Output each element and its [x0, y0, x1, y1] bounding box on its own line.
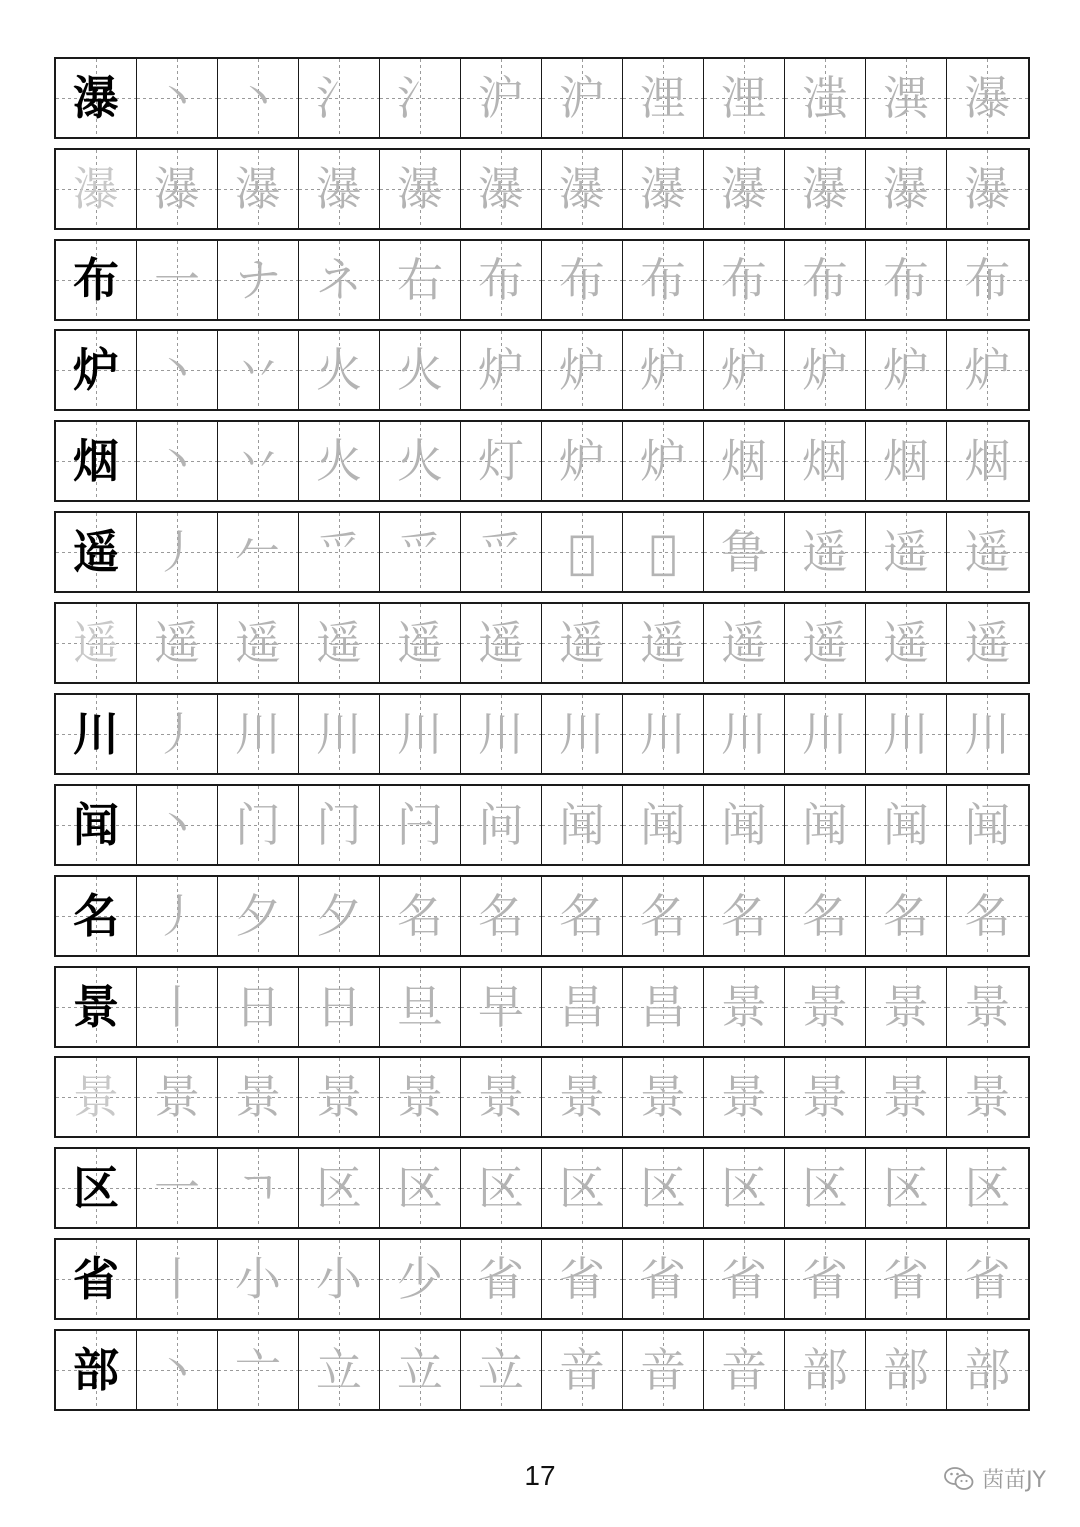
stroke-step-cell: 景 [461, 1058, 542, 1136]
practice-row [54, 420, 1030, 502]
stroke-step-cell: 名 [380, 877, 461, 955]
stroke-step-cell: 省 [461, 1240, 542, 1318]
stroke-step-cell: 丶 [137, 59, 218, 137]
practice-row [54, 239, 1030, 321]
stroke-step-cell: 爫 [299, 513, 380, 591]
stroke-step-cell: 丨 [137, 968, 218, 1046]
stroke-step-cell: 炉 [947, 331, 1028, 409]
stroke-step-cell: 立 [380, 1331, 461, 1409]
stroke-step-cell: 景 [866, 968, 947, 1046]
stroke-step-cell: 烟 [866, 422, 947, 500]
stroke-step-cell: 遥 [137, 604, 218, 682]
stroke-step-cell: 区 [785, 1149, 866, 1227]
stroke-step-cell: 瀑 [299, 150, 380, 228]
stroke-step-cell: 右 [380, 241, 461, 319]
stroke-step-cell: 川 [380, 695, 461, 773]
stroke-step-cell: 川 [218, 695, 299, 773]
stroke-step-cell: 音 [704, 1331, 785, 1409]
practice-row [54, 1147, 1030, 1229]
stroke-step-cell: 沪 [461, 59, 542, 137]
stroke-step-cell: 立 [461, 1331, 542, 1409]
stroke-step-cell: 爫 [380, 513, 461, 591]
stroke-step-cell: 省 [866, 1240, 947, 1318]
stroke-step-cell: 丶 [137, 786, 218, 864]
stroke-step-cell: 部 [866, 1331, 947, 1409]
stroke-step-cell: 音 [542, 1331, 623, 1409]
stroke-step-cell: 瀑 [542, 150, 623, 228]
stroke-step-cell: 遥 [785, 604, 866, 682]
stroke-step-cell: 景 [137, 1058, 218, 1136]
stroke-step-cell: 𤓰 [623, 513, 704, 591]
practice-row [54, 511, 1030, 593]
stroke-step-cell: 门 [299, 786, 380, 864]
stroke-step-cell: 布 [704, 241, 785, 319]
stroke-step-cell: 一 [137, 1149, 218, 1227]
stroke-step-cell: 川 [461, 695, 542, 773]
stroke-step-cell: 景 [704, 1058, 785, 1136]
stroke-step-cell: 川 [947, 695, 1028, 773]
stroke-step-cell: 景 [704, 968, 785, 1046]
stroke-step-cell: 音 [623, 1331, 704, 1409]
practice-row [54, 1056, 1030, 1138]
stroke-step-cell: 名 [461, 877, 542, 955]
stroke-step-cell: 浬 [704, 59, 785, 137]
stroke-step-cell: 丶 [137, 1331, 218, 1409]
model-character: 景 [56, 968, 137, 1046]
practice-row [54, 693, 1030, 775]
practice-row [54, 966, 1030, 1048]
trace-character: 景 [56, 1058, 137, 1136]
stroke-step-cell: 丨 [137, 1240, 218, 1318]
model-character: 瀑 [56, 59, 137, 137]
stroke-step-cell: 瀑 [218, 150, 299, 228]
stroke-step-cell: 川 [542, 695, 623, 773]
stroke-step-cell: 丷 [218, 331, 299, 409]
stroke-step-cell: 景 [380, 1058, 461, 1136]
practice-row [54, 329, 1030, 411]
stroke-step-cell: 爫 [461, 513, 542, 591]
stroke-step-cell: 瀑 [137, 150, 218, 228]
stroke-step-cell: 昌 [623, 968, 704, 1046]
watermark [944, 1463, 1046, 1494]
model-character: 部 [56, 1331, 137, 1409]
stroke-step-cell: 丷 [218, 422, 299, 500]
stroke-step-cell: 遥 [947, 513, 1028, 591]
stroke-step-cell: 丿 [137, 695, 218, 773]
stroke-step-cell: 区 [542, 1149, 623, 1227]
stroke-step-cell: 遥 [704, 604, 785, 682]
stroke-step-cell: 闻 [866, 786, 947, 864]
stroke-step-cell: 瀑 [785, 150, 866, 228]
model-character: 闻 [56, 786, 137, 864]
stroke-step-cell: 问 [461, 786, 542, 864]
stroke-step-cell: 区 [299, 1149, 380, 1227]
stroke-step-cell: 昌 [542, 968, 623, 1046]
stroke-step-cell: ㄱ [218, 1149, 299, 1227]
stroke-step-cell: 瀑 [866, 150, 947, 228]
stroke-step-cell: 遥 [866, 513, 947, 591]
stroke-step-cell: 烟 [704, 422, 785, 500]
stroke-step-cell: 丿 [137, 513, 218, 591]
model-character: 名 [56, 877, 137, 955]
stroke-step-cell: 川 [299, 695, 380, 773]
stroke-step-cell: 区 [866, 1149, 947, 1227]
stroke-step-cell: 区 [623, 1149, 704, 1227]
stroke-step-cell: 炉 [866, 331, 947, 409]
stroke-step-cell: 丿 [137, 877, 218, 955]
stroke-step-cell: 区 [947, 1149, 1028, 1227]
stroke-step-cell: 炉 [542, 422, 623, 500]
stroke-step-cell: 名 [623, 877, 704, 955]
stroke-step-cell: 闻 [947, 786, 1028, 864]
practice-row [54, 875, 1030, 957]
stroke-step-cell: 闩 [380, 786, 461, 864]
trace-character: 遥 [56, 604, 137, 682]
stroke-step-cell: 𠂉 [218, 513, 299, 591]
stroke-step-cell: 炉 [704, 331, 785, 409]
practice-row [54, 1238, 1030, 1320]
stroke-step-cell: 闻 [704, 786, 785, 864]
watermark-text: 茵苗JY [982, 1468, 1046, 1493]
stroke-step-cell: 布 [461, 241, 542, 319]
stroke-step-cell: 景 [623, 1058, 704, 1136]
stroke-step-cell: 潩 [866, 59, 947, 137]
stroke-step-cell: 景 [947, 1058, 1028, 1136]
model-character: 烟 [56, 422, 137, 500]
stroke-step-cell: 丶 [137, 422, 218, 500]
stroke-step-cell: 布 [866, 241, 947, 319]
stroke-step-cell: 火 [380, 422, 461, 500]
stroke-step-cell: 川 [785, 695, 866, 773]
stroke-step-cell: 省 [947, 1240, 1028, 1318]
stroke-step-cell: 川 [704, 695, 785, 773]
practice-row [54, 148, 1030, 230]
stroke-step-cell: 日 [299, 968, 380, 1046]
stroke-step-cell: 亠 [218, 1331, 299, 1409]
stroke-step-cell: 浬 [623, 59, 704, 137]
stroke-step-cell: 遥 [623, 604, 704, 682]
stroke-step-cell: 少 [380, 1240, 461, 1318]
stroke-step-cell: 省 [542, 1240, 623, 1318]
page-number: 17 [524, 1460, 556, 1491]
stroke-step-cell: 丶 [218, 59, 299, 137]
stroke-step-cell: 川 [866, 695, 947, 773]
stroke-step-cell: 瀑 [947, 150, 1028, 228]
stroke-step-cell: ネ [299, 241, 380, 319]
stroke-step-cell: 滍 [785, 59, 866, 137]
stroke-step-cell: 省 [785, 1240, 866, 1318]
stroke-step-cell: 火 [299, 331, 380, 409]
stroke-step-cell: 一 [137, 241, 218, 319]
stroke-step-cell: 部 [785, 1331, 866, 1409]
stroke-step-cell: 沪 [542, 59, 623, 137]
stroke-step-cell: 旦 [380, 968, 461, 1046]
model-character: 省 [56, 1240, 137, 1318]
stroke-step-cell: 区 [461, 1149, 542, 1227]
stroke-step-cell: 炉 [542, 331, 623, 409]
stroke-step-cell: 布 [542, 241, 623, 319]
stroke-step-cell: 日 [218, 968, 299, 1046]
stroke-step-cell: 炉 [623, 422, 704, 500]
stroke-step-cell: 省 [704, 1240, 785, 1318]
stroke-step-cell: 氵 [299, 59, 380, 137]
stroke-step-cell: 闻 [785, 786, 866, 864]
wechat-icon [944, 1466, 974, 1492]
model-character: 区 [56, 1149, 137, 1227]
stroke-step-cell: 早 [461, 968, 542, 1046]
stroke-step-cell: 遥 [785, 513, 866, 591]
stroke-step-cell: 闻 [542, 786, 623, 864]
stroke-step-cell: 瀑 [704, 150, 785, 228]
model-character: 川 [56, 695, 137, 773]
stroke-step-cell: 瀑 [623, 150, 704, 228]
stroke-step-cell: 布 [785, 241, 866, 319]
stroke-step-cell: 布 [623, 241, 704, 319]
trace-character: 瀑 [56, 150, 137, 228]
stroke-step-cell: 名 [704, 877, 785, 955]
stroke-step-cell: 景 [542, 1058, 623, 1136]
stroke-step-cell: 炉 [623, 331, 704, 409]
stroke-step-cell: 瀑 [461, 150, 542, 228]
stroke-step-cell: 区 [704, 1149, 785, 1227]
stroke-step-cell: 火 [299, 422, 380, 500]
stroke-step-cell: 鲁 [704, 513, 785, 591]
stroke-step-cell: 夕 [299, 877, 380, 955]
stroke-step-cell: 景 [299, 1058, 380, 1136]
stroke-step-cell: 遥 [218, 604, 299, 682]
stroke-step-cell: 火 [380, 331, 461, 409]
stroke-step-cell: 布 [947, 241, 1028, 319]
stroke-step-cell: 区 [380, 1149, 461, 1227]
stroke-step-cell: 门 [218, 786, 299, 864]
practice-row [54, 57, 1030, 139]
stroke-step-cell: 小 [299, 1240, 380, 1318]
stroke-step-cell: 景 [866, 1058, 947, 1136]
stroke-step-cell: 小 [218, 1240, 299, 1318]
model-character: 遥 [56, 513, 137, 591]
stroke-step-cell: 氵 [380, 59, 461, 137]
stroke-step-cell: 炉 [785, 331, 866, 409]
stroke-step-cell: ナ [218, 241, 299, 319]
stroke-step-cell: 名 [542, 877, 623, 955]
stroke-step-cell: 炉 [461, 331, 542, 409]
stroke-step-cell: 丶 [137, 331, 218, 409]
stroke-step-cell: 省 [623, 1240, 704, 1318]
model-character: 炉 [56, 331, 137, 409]
stroke-step-cell: 名 [785, 877, 866, 955]
stroke-step-cell: 夕 [218, 877, 299, 955]
stroke-step-cell: 遥 [380, 604, 461, 682]
practice-row [54, 784, 1030, 866]
stroke-step-cell: 遥 [461, 604, 542, 682]
stroke-step-cell: 景 [785, 1058, 866, 1136]
stroke-step-cell: 川 [623, 695, 704, 773]
stroke-step-cell: 景 [218, 1058, 299, 1136]
stroke-step-cell: 𤓰 [542, 513, 623, 591]
stroke-step-cell: 立 [299, 1331, 380, 1409]
stroke-step-cell: 遥 [866, 604, 947, 682]
stroke-step-cell: 瀑 [380, 150, 461, 228]
stroke-step-cell: 遥 [299, 604, 380, 682]
stroke-step-cell: 遥 [947, 604, 1028, 682]
stroke-step-cell: 烟 [785, 422, 866, 500]
stroke-step-cell: 烟 [947, 422, 1028, 500]
stroke-step-cell: 景 [785, 968, 866, 1046]
stroke-step-cell: 部 [947, 1331, 1028, 1409]
stroke-step-cell: 名 [866, 877, 947, 955]
stroke-step-cell: 景 [947, 968, 1028, 1046]
stroke-step-cell: 灯 [461, 422, 542, 500]
practice-row [54, 602, 1030, 684]
stroke-step-cell: 闻 [623, 786, 704, 864]
practice-row [54, 1329, 1030, 1411]
stroke-step-cell: 遥 [542, 604, 623, 682]
stroke-step-cell: 瀑 [947, 59, 1028, 137]
stroke-step-cell: 名 [947, 877, 1028, 955]
model-character: 布 [56, 241, 137, 319]
